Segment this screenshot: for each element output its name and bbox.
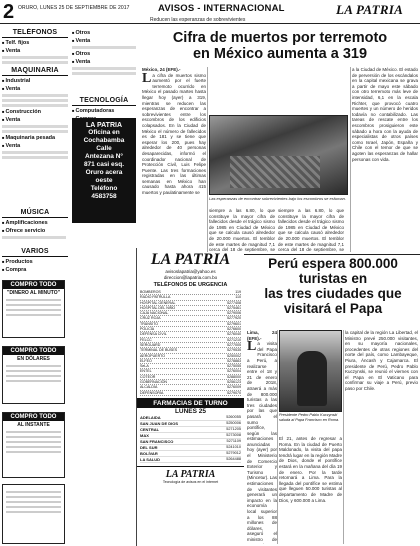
office-ad-title: LA PATRIA: [85, 122, 123, 129]
pharmacy-phone: 5271205: [226, 426, 241, 431]
article2-caption: Presidente Pedro Pablo Kuczynski saluda al Papa Francisco en Roma.: [279, 413, 340, 422]
ad-placeholder: [6, 506, 61, 508]
column-rule: [343, 330, 344, 544]
page-header: [0, 0, 420, 24]
buy-ad-3: [2, 412, 65, 478]
pharmacy-phone: 5279012: [226, 450, 241, 455]
category-ofrece-servicio: ■ Ofrece servicio: [2, 228, 136, 234]
category-productos: ■ Productos: [2, 259, 136, 265]
emergency-title: TELÉFONOS DE URGENCIA: [153, 282, 228, 288]
headline-line: en México aumenta a 319: [192, 46, 368, 62]
panel-email: direccion@lapatria.com.bo: [163, 274, 218, 280]
article2-column-2: [279, 436, 342, 544]
article1-column-3: [352, 67, 418, 252]
emergency-phone: 5250002: [227, 353, 241, 358]
classifieds-column-b: [72, 28, 136, 77]
office-ad-line: Teléfono: [90, 185, 118, 192]
emergency-name: SeLA: [140, 364, 149, 369]
pharmacy-day: LUNES 25: [174, 407, 207, 415]
pharmacy-heading: FARMACIAS DE TURNO: [137, 398, 244, 408]
emergency-name: ELFEO: [140, 358, 152, 363]
article1-text: a cifra de muertos sismo aumentó por el fuerte terremoto ocurrido en México el pasado martes hasta llegar hoy (ayer) a 319, mientras se reducen las esperanzas de encontrar a sobrevivientes entre los escombros de los edificios colapsados. En la Ciudad de México el número de fallecidos es de 181 y se tiene que esperar los 200, pues hay alrededor de 40 personas desaparecidas, informó el coordinador nacional de Protección Civil, Luis Felipe Puente. Las tres formaciones registradas en las últimas semanas en México han causado hasta ahora 415 muertos y paulatinamente se: [142, 72, 206, 196]
emergency-name: HOSPITAL GENERAL: [140, 300, 176, 305]
article1-dateline: México, 24 (EFE).-: [142, 67, 181, 72]
article2-headline: [248, 256, 418, 316]
section-musica: MÚSICA: [2, 208, 68, 218]
category-construccion: ■ Construcción: [2, 109, 68, 115]
article2-text: a visita del Papa Francisco a Perú, a realizarse entre el 18 y 21 de enero de 2018, atraerá a más de 800.000 turistas a las tres ciudades por las que pasará el sumo pontífice, según las estimaciones anunciadas hoy (ayer) por el Ministerio de Comercio Exterior y Turismo (Mincetur). Las estimaciones de visitantes generará un impacto en la economía local superior a los 88 millones de dólares, aseguró el ministro de: [247, 341, 277, 542]
section-varios: VARIOS: [2, 247, 68, 257]
pharmacy-list: [137, 415, 244, 463]
ad-placeholder: [6, 436, 61, 438]
ad-placeholder: [72, 72, 136, 75]
ad-placeholder: [2, 104, 68, 107]
drop-cap: L: [142, 70, 152, 86]
ad-placeholder: [2, 94, 68, 97]
ad-placeholder: [6, 380, 61, 382]
emergency-name: ENTEL: [140, 369, 152, 374]
pharmacy-phone: 5271109: [226, 438, 241, 443]
pharmacy-name: MAX: [140, 432, 149, 438]
ad-placeholder: [6, 365, 61, 367]
ad-placeholder: [2, 151, 68, 154]
office-ad-line: Oficina en: [88, 129, 120, 136]
ad-placeholder: [6, 491, 61, 493]
ad-placeholder: [6, 441, 61, 443]
buy-ad-4: [2, 484, 65, 544]
emergency-row: [140, 391, 241, 396]
ad-placeholder: [6, 375, 61, 377]
column-rule: [350, 67, 351, 252]
emergency-name: AEROPUERTO: [140, 353, 166, 358]
page-date: ORURO, LUNES 25 DE SEPTIEMBRE DE 2017: [18, 5, 130, 11]
emergency-phone: 5277408: [227, 300, 241, 305]
office-ad-line: Oruro acera: [85, 169, 123, 176]
person-figure: [297, 351, 327, 406]
emergency-phone: 5279535: [227, 348, 241, 353]
emergency-phone: 5276009: [227, 385, 241, 390]
article1-text: siempre a las 6.80, lo que constituye la mayor cifra de fallecidos desde el trágico sismo de 1985 en Ciudad de México que se calcula causó alrededor de 20.000 muertos. El temblor de este martes de magnitud 7,1 cerca del 18 de septiembre, se: [209, 208, 275, 252]
kicker-line: Reducen las esperanzas de sobrevivientes: [150, 17, 246, 23]
article1-text: a la Ciudad de México. El estado de perversión de los escándalos en la capital mexicana se grava a partir de mayo este sábado con otro terremoto más leve de intensidad, 6,1 en la escala Richter, que provocó cuatro muertes y un número de heridos todavía no contabilizado. Las tareas de rescate entre los escombros prosiguieron este sábado a hora con la ayuda de especialistas de otros países como Israel, Japón, España y Chile con el temor de que se agoten las esperanzas de hallar personas con vida.: [352, 67, 418, 162]
article2-dateline: Lima, 24 (EFE).-: [247, 330, 277, 341]
ad-placeholder: [2, 236, 66, 239]
emergency-name: ALCALDÍA: [140, 385, 158, 390]
ad-placeholder: [6, 496, 61, 498]
emergency-phone: 5279070: [227, 390, 241, 395]
article2-column-3: [345, 330, 418, 544]
article2-column-1: [247, 330, 277, 544]
emergency-name: POLICÍA: [140, 327, 155, 332]
emergency-phone: 5276040: [227, 332, 241, 337]
article1-column-2: [209, 208, 275, 252]
buy-ad-sub: AL INSTANTE: [17, 422, 50, 428]
buy-ad-sub: "DINERO AL MINUTO": [7, 290, 60, 296]
category-venta: ■ Venta: [2, 48, 68, 54]
pharmacy-name: SAN FRANCISCO: [140, 438, 174, 444]
category-amplificaciones: ■ Amplificaciones: [2, 220, 136, 226]
ad-placeholder: [6, 309, 61, 311]
ad-placeholder: [6, 299, 61, 301]
emergency-name: RADIO PATRULLA: [140, 295, 171, 300]
category-compra: ■ Compra: [2, 267, 136, 273]
emergency-name: DEFENSA CIVIL: [140, 332, 167, 337]
ad-placeholder: [6, 446, 61, 448]
ad-placeholder: [72, 67, 136, 70]
pharmacy-name: CENTRAL: [140, 426, 160, 432]
article2-text: la capital de la región La Libertad, el Ministro prevé 250.000 visitantes, en su mayoría nacionales, procedentes de otras regiones del norte del país, como Lambayeque, Piura, Áncash y Cajamarca. El presidente de Perú, Pedro Pablo Kuczynski, se reunió el viernes con el Papa en El Vaticano para confirmar su viaje a Perú, previo paso por Chile.: [345, 330, 418, 391]
ad-placeholder: [6, 451, 61, 453]
pharmacy-phone: 5241010: [226, 444, 241, 449]
headline-line: las tres ciudades que visitará el Papa: [264, 286, 402, 316]
pharmacy-name: BOLÍVAR: [140, 450, 158, 456]
emergency-phone: 5279006: [227, 311, 241, 316]
pharmacy-name: LA SALUD: [140, 456, 161, 462]
emergency-phone: 5277005: [227, 342, 241, 347]
section-tecnologia: TECNOLOGÍA: [72, 96, 136, 106]
category-telf-fijos: ■ Telf. fijos: [2, 40, 68, 46]
category-venta: ■ Venta: [72, 38, 136, 44]
emergency-phone: 5275055: [227, 364, 241, 369]
office-ad-phone: 4583758: [91, 193, 117, 200]
category-computadoras: ■ Computadoras: [72, 108, 136, 114]
buy-ad-head: COMPRO TODO: [3, 281, 64, 289]
emergency-phone: 5275461: [227, 305, 241, 310]
category-venta: ■ Venta: [2, 143, 68, 149]
emergency-phone: 5276600: [227, 327, 241, 332]
office-ad-line: Antezana N°: [85, 153, 123, 160]
panel-email: avisoslapatria@yahoo.es: [165, 269, 216, 274]
ad-placeholder: [2, 125, 68, 128]
pharmacy-row: [140, 457, 241, 463]
category-venta: ■ Venta: [2, 86, 68, 92]
headline-line: Cifra de muertos por terremoto: [172, 30, 388, 46]
rubble-photo: [209, 115, 348, 195]
rubble-graphic: [230, 156, 320, 188]
buy-ad-head: COMPRO TODO: [3, 347, 64, 355]
column-rule: [277, 330, 278, 544]
office-ad-line: oeste: [95, 177, 113, 184]
category-venta: ■ Venta: [2, 117, 68, 123]
pharmacy-phone: 5260055: [226, 414, 241, 419]
pope-meeting-photo: [279, 330, 342, 412]
classifieds-column-a: [2, 28, 68, 161]
emergency-name: TERMINAL DE BUSES: [140, 348, 178, 353]
emergency-name: CRUZ ROJA: [140, 316, 161, 321]
ad-placeholder: [2, 61, 68, 64]
emergency-phone: 119: [235, 290, 241, 294]
emergency-phone: 5256123: [227, 380, 241, 385]
emergency-phone: 5271210: [227, 337, 241, 342]
newspaper-logo: LA PATRIA: [336, 2, 404, 17]
ad-placeholder: [6, 370, 61, 372]
pharmacy-name: SAN JUAN DE DIOS: [140, 420, 179, 426]
section-telefonos: TELÉFONOS: [2, 28, 68, 38]
category-venta: ■ Venta: [72, 59, 136, 65]
category-otros: ■ Otros: [72, 51, 136, 57]
emergency-phone: 110: [235, 295, 241, 300]
footer-sub: Tecnología de avisos en el internet: [162, 479, 219, 484]
emergency-name: TRÁNSITO: [140, 321, 159, 326]
pharmacy-name: ADELAIDA: [140, 414, 161, 420]
article1-column-1: [142, 67, 206, 247]
emergency-name: FELCC: [140, 337, 152, 342]
emergency-phone: 5288000: [227, 374, 241, 379]
office-ad-line: 871 casi esq.: [83, 161, 125, 168]
emergency-phone: 5279601: [227, 321, 241, 326]
classifieds-section: [0, 28, 136, 546]
pharmacy-phone: 5250006: [226, 420, 241, 425]
emergency-name: COTEOR: [140, 374, 156, 379]
section-title: AVISOS - INTERNACIONAL: [158, 3, 285, 14]
varios-section: [0, 247, 136, 274]
ad-placeholder: [6, 501, 61, 503]
emergency-panel: [136, 248, 244, 546]
category-otros: ■ Otros: [72, 30, 136, 36]
headline-line: Perú espera 800.000 turistas en: [268, 256, 398, 286]
emergency-name: CAJA NACIONAL: [140, 311, 169, 316]
drop-cap: L: [247, 339, 257, 355]
emergency-name: HOSPITAL DEL NIÑO: [140, 305, 176, 310]
ad-placeholder: [2, 130, 68, 133]
ad-placeholder: [6, 304, 61, 306]
buy-ad-1: [2, 280, 65, 338]
office-ad-line: Calle: [96, 145, 112, 152]
buy-ad-2: [2, 346, 65, 404]
article2-text: El 21, antes de regresar a Roma. En la ciudad de Puerto Maldonado, la visita del papa tendrá lugar en la región Madre de Dios, donde el pontífice estará en la mañana del día 19 de enero. Por la tarde retornará a Lima. Para la llegada del pontífice se estima que lleguen 50.000 turistas al departamento de Madre de Dios, y 600.000 a Lima.: [279, 436, 342, 503]
pharmacy-phone: 5264488: [226, 456, 241, 461]
article1-column-2b: [278, 208, 344, 252]
article1-text: siempre a las 6.80, lo que constituye la mayor cifra de fallecidos desde el trágico sismo de 1985 en Ciudad de México que se calcula causó alrededor de 20.000 muertos. El temblor de este martes de magnitud 7,1 cerca del 18 de septiembre, se: [278, 208, 344, 252]
ad-placeholder: [2, 56, 68, 59]
ad-placeholder: [6, 511, 61, 513]
column-rule: [207, 67, 208, 252]
office-ad-line: Cochabamba: [83, 137, 125, 144]
emergency-name: DEFENSORÍA: [140, 390, 164, 395]
category-maquinaria-pesada: ■ Maquinaria pesada: [2, 135, 68, 141]
musica-section: [0, 208, 136, 241]
page-number: 2: [3, 1, 15, 23]
ad-placeholder: [2, 99, 68, 102]
footer-logo: LA PATRIA: [137, 466, 244, 480]
emergency-phone: 5277920: [227, 316, 241, 321]
pharmacy-phone: 5273008: [226, 432, 241, 437]
ad-placeholder: [2, 156, 68, 159]
emergency-phone: 5276004: [227, 369, 241, 374]
article1-headline: [140, 30, 420, 62]
buy-ad-sub: EN DÓLARES: [17, 356, 50, 362]
emergency-list: [137, 290, 244, 396]
ad-placeholder: [6, 314, 61, 316]
emergency-name: BOMBEROS: [140, 290, 161, 294]
emergency-name: SERGUARD: [140, 342, 161, 347]
pharmacy-name: DEL SUR: [140, 444, 158, 450]
ad-placeholder: [72, 46, 136, 49]
panel-logo: LA PATRIA: [150, 251, 231, 268]
emergency-phone: 5278883: [227, 358, 241, 363]
emergency-name: GOBERNACIÓN: [140, 380, 167, 385]
category-industrial: ■ Industrial: [2, 78, 68, 84]
article2-top-rule: [244, 254, 420, 255]
section-maquinaria: MAQUINARIA: [2, 66, 68, 76]
ad-placeholder: [6, 431, 61, 433]
buy-ad-head: COMPRO TODO: [3, 413, 64, 421]
article1-caption: Las esperanzas de encontrar sobrevivientes bajo los escombros se esfuman.: [209, 196, 346, 201]
